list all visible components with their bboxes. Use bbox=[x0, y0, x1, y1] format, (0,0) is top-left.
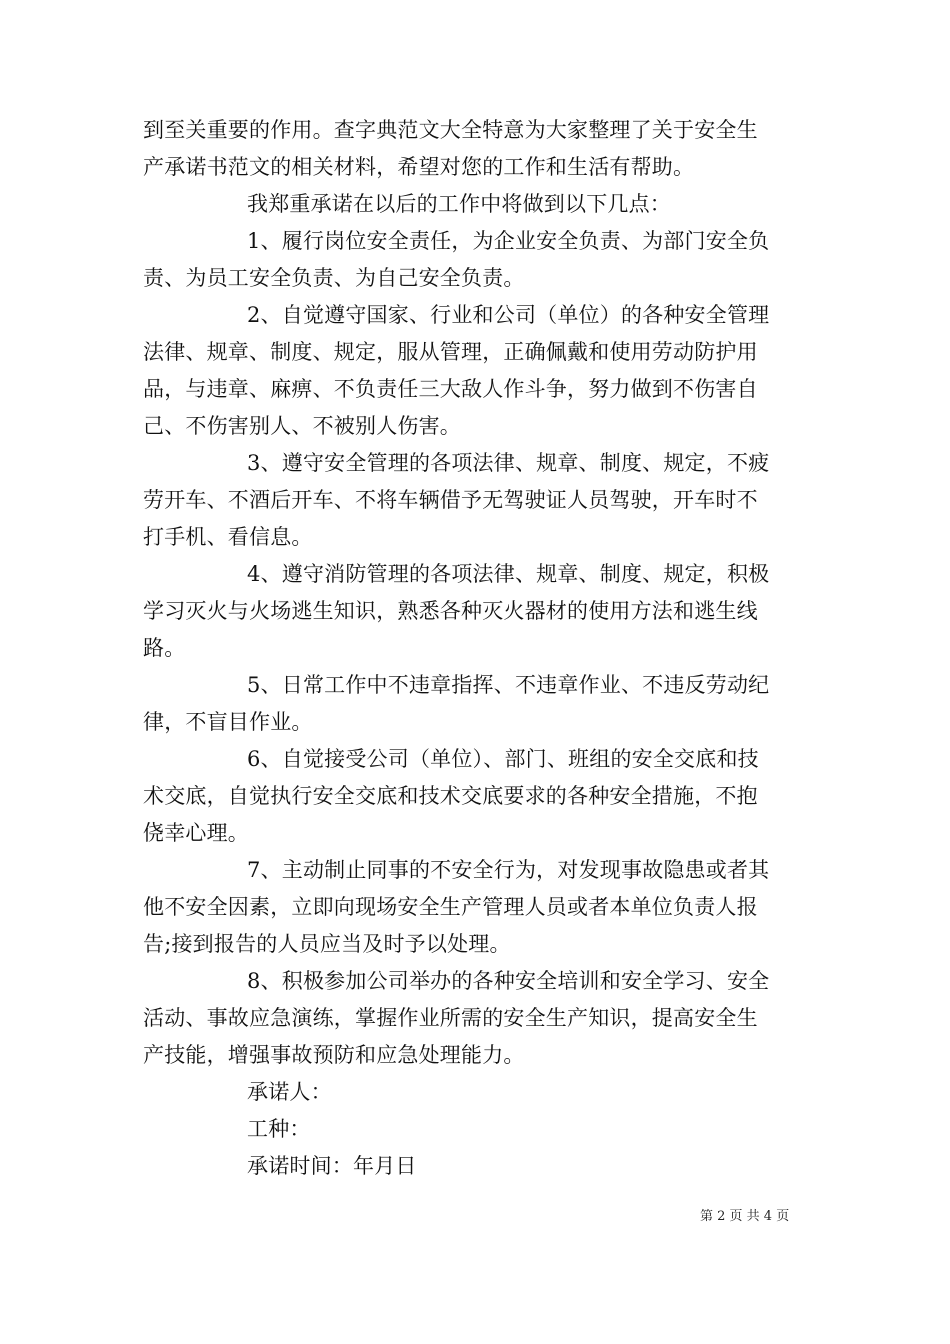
signer-label: 承诺人： bbox=[247, 1080, 332, 1104]
text-line: 2、自觉遵守国家、行业和公司（单位）的各种安全管理 bbox=[247, 303, 770, 327]
text-line: 6、自觉接受公司（单位）、部门、班组的安全交底和技 bbox=[247, 747, 759, 771]
text-line: 到至关重要的作用。查字典范文大全特意为大家整理了关于安全生 bbox=[143, 118, 758, 142]
document-body bbox=[143, 112, 807, 1185]
text-line: 术交底，自觉执行安全交底和技术交底要求的各种安全措施，不抱 bbox=[143, 784, 758, 808]
commitment-item-1 bbox=[143, 223, 807, 297]
commitment-item-3 bbox=[143, 445, 807, 556]
text-line: 路。 bbox=[143, 636, 186, 660]
text-line: 律，不盲目作业。 bbox=[143, 710, 313, 734]
text-line: 法律、规章、制度、规定，服从管理，正确佩戴和使用劳动防护用 bbox=[143, 340, 758, 364]
commitment-item-6 bbox=[143, 741, 807, 852]
commitment-item-4 bbox=[143, 556, 807, 667]
text-line: 侥幸心理。 bbox=[143, 821, 249, 845]
text-line: 1、履行岗位安全责任，为企业安全负责、为部门安全负 bbox=[247, 229, 770, 253]
text-line: 5、日常工作中不违章指挥、不违章作业、不违反劳动纪 bbox=[247, 673, 770, 697]
commitment-statement bbox=[143, 186, 807, 223]
intro-paragraph bbox=[143, 112, 807, 186]
text-line: 7、主动制止同事的不安全行为，对发现事故隐患或者其 bbox=[247, 858, 770, 882]
page-number-footer: 第 2 页 共 4 页 bbox=[700, 1209, 790, 1224]
text-line: 己、不伤害别人、不被别人伤害。 bbox=[143, 414, 461, 438]
text-line: 产技能，增强事故预防和应急处理能力。 bbox=[143, 1043, 525, 1067]
job-type-label: 工种： bbox=[247, 1117, 311, 1141]
text-line: 品，与违章、麻痹、不负责任三大敌人作斗争，努力做到不伤害自 bbox=[143, 377, 758, 401]
commitment-item-2 bbox=[143, 297, 807, 445]
text-line: 他不安全因素，立即向现场安全生产管理人员或者本单位负责人报 bbox=[143, 895, 758, 919]
text-line: 学习灭火与火场逃生知识，熟悉各种灭火器材的使用方法和逃生线 bbox=[143, 599, 758, 623]
text-line: 4、遵守消防管理的各项法律、规章、制度、规定，积极 bbox=[247, 562, 770, 586]
text-line: 8、积极参加公司举办的各种安全培训和安全学习、安全 bbox=[247, 969, 770, 993]
text-line: 责、为员工安全负责、为自己安全负责。 bbox=[143, 266, 525, 290]
text-line: 3、遵守安全管理的各项法律、规章、制度、规定，不疲 bbox=[247, 451, 770, 475]
text-line: 打手机、看信息。 bbox=[143, 525, 313, 549]
commitment-item-8 bbox=[143, 963, 807, 1074]
signature-block bbox=[143, 1074, 807, 1185]
commitment-item-7 bbox=[143, 852, 807, 963]
text-line: 产承诺书范文的相关材料，希望对您的工作和生活有帮助。 bbox=[143, 155, 695, 179]
commitment-item-5 bbox=[143, 667, 807, 741]
text-line: 我郑重承诺在以后的工作中将做到以下几点： bbox=[247, 192, 671, 216]
text-line: 告;接到报告的人员应当及时予以处理。 bbox=[143, 932, 511, 956]
text-line: 活动、事故应急演练，掌握作业所需的安全生产知识，提高安全生 bbox=[143, 1006, 758, 1030]
commitment-date-label: 承诺时间：年月日 bbox=[247, 1154, 417, 1178]
text-line: 劳开车、不酒后开车、不将车辆借予无驾驶证人员驾驶，开车时不 bbox=[143, 488, 758, 512]
